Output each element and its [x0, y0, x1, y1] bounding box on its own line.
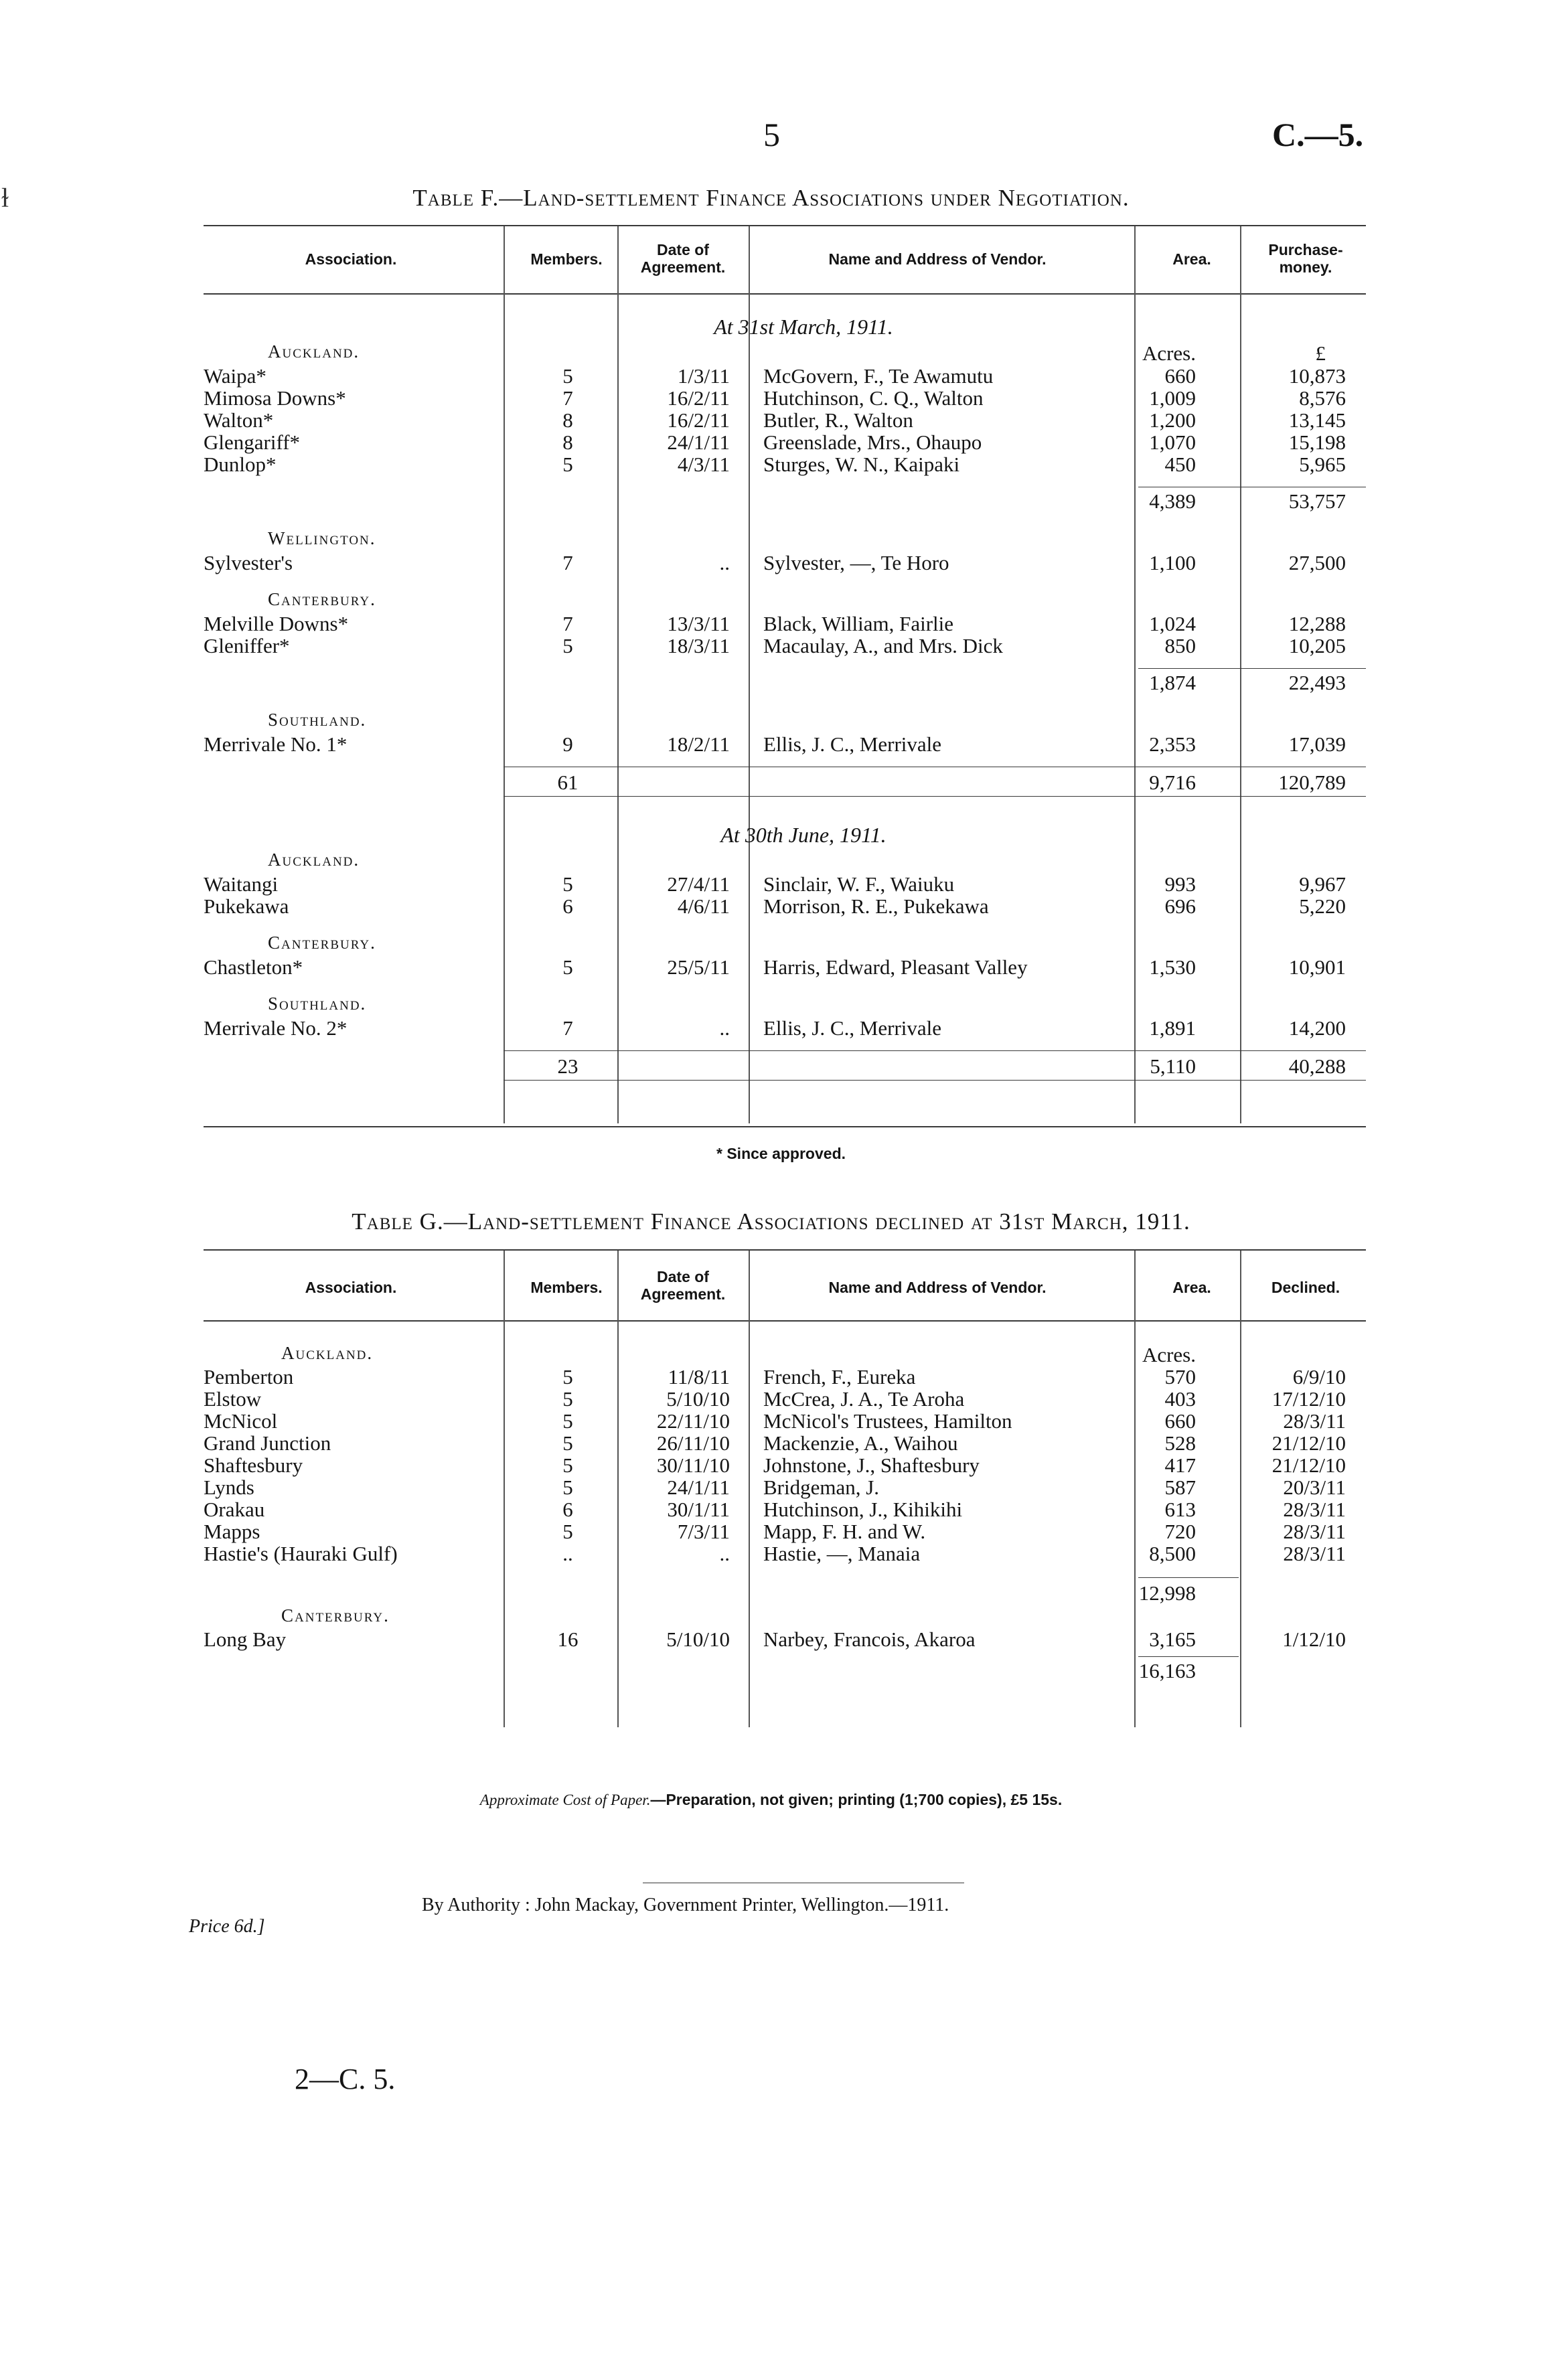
association-name: McNicol [204, 1409, 278, 1433]
association-name: Elstow [204, 1387, 262, 1411]
vendor-name: Black, William, Fairlie [763, 612, 954, 635]
region-heading: Canterbury. [268, 933, 376, 953]
table-g-header-rule [204, 1320, 1366, 1322]
purchase-money: 5,220 [1299, 894, 1346, 918]
table-f-column-rule [504, 226, 505, 1123]
association-name: Waipa* [204, 364, 266, 388]
members-count: 5 [562, 1453, 573, 1477]
subtotal-area: 12,998 [1138, 1581, 1196, 1605]
total-members: 61 [557, 771, 579, 794]
declined-date: 21/12/10 [1271, 1453, 1346, 1477]
area-value: 528 [1164, 1431, 1196, 1455]
vendor-name: McCrea, J. A., Te Aroha [763, 1387, 965, 1411]
region-heading: Southland. [268, 994, 367, 1014]
agreement-date: 26/11/10 [656, 1431, 730, 1455]
subtotal-area: 1,874 [1149, 671, 1196, 694]
area-value: 587 [1164, 1476, 1196, 1499]
table-f-col-header: Purchase-money. [1268, 241, 1343, 276]
area-unit: Acres. [1142, 1343, 1196, 1366]
subtotal-money: 22,493 [1288, 671, 1346, 694]
association-name: Pemberton [204, 1365, 294, 1389]
region-heading: Auckland. [281, 1343, 374, 1363]
purchase-money: 10,901 [1288, 955, 1346, 979]
table-g-top-rule [204, 1249, 1366, 1251]
association-name: Orakau [204, 1498, 265, 1521]
area-value: 1,200 [1149, 408, 1196, 432]
subtotal-money: 53,757 [1288, 489, 1346, 513]
purchase-money: 13,145 [1288, 408, 1346, 432]
association-name: Merrivale No. 1* [204, 732, 348, 756]
period-heading: At 30th June, 1911. [720, 823, 886, 847]
total-bottom-rule [504, 1080, 1366, 1081]
table-f-col-header: Members. [530, 250, 603, 268]
members-count: 5 [562, 1409, 573, 1433]
agreement-date: .. [719, 551, 730, 574]
declined-date: 28/3/11 [1283, 1520, 1346, 1543]
association-name: Melville Downs* [204, 612, 349, 635]
declined-date: 28/3/11 [1283, 1542, 1346, 1565]
region-heading: Canterbury. [268, 589, 376, 609]
vendor-name: Sinclair, W. F., Waiuku [763, 872, 955, 896]
purchase-money: 27,500 [1288, 551, 1346, 574]
region-heading: Canterbury. [281, 1605, 390, 1625]
association-name: Sylvester's [204, 551, 293, 574]
vendor-name: McNicol's Trustees, Hamilton [763, 1409, 1012, 1433]
authority-line: By Authority : John Mackay, Government Printer, Wellington.—1911. [422, 1895, 949, 1915]
purchase-money: 15,198 [1288, 430, 1346, 454]
agreement-date: 16/2/11 [667, 408, 730, 432]
area-value: 403 [1164, 1387, 1196, 1411]
vendor-name: Hutchinson, J., Kihikihi [763, 1498, 963, 1521]
vendor-name: Butler, R., Walton [763, 408, 913, 432]
total-area: 5,110 [1150, 1054, 1196, 1078]
subtotal-area: 4,389 [1149, 489, 1196, 513]
table-g-col-header: Association. [305, 1279, 397, 1296]
purchase-money: 5,965 [1299, 453, 1346, 476]
area-value: 696 [1164, 894, 1196, 918]
table-f-title: Table F.—Land-settlement Finance Associations under Negotiation. [412, 185, 1130, 211]
vendor-name: Macaulay, A., and Mrs. Dick [763, 634, 1003, 657]
area-value: 660 [1164, 1409, 1196, 1433]
area-unit: Acres. [1142, 341, 1196, 365]
association-name: Lynds [204, 1476, 254, 1499]
subtotal-rule [1138, 1577, 1239, 1578]
members-count: 7 [562, 386, 573, 410]
members-count: 5 [562, 1520, 573, 1543]
vendor-name: Sturges, W. N., Kaipaki [763, 453, 960, 476]
vendor-name: Johnstone, J., Shaftesbury [763, 1453, 980, 1477]
vendor-name: Narbey, Francois, Akaroa [763, 1628, 976, 1651]
area-value: 613 [1164, 1498, 1196, 1521]
table-g-col-header: Name and Address of Vendor. [828, 1279, 1047, 1296]
vendor-name: Sylvester, —, Te Horo [763, 551, 949, 574]
area-value: 1,024 [1149, 612, 1196, 635]
agreement-date: .. [719, 1016, 730, 1040]
table-f-header-rule [204, 293, 1366, 295]
table-f-bottom-rule [204, 1126, 1366, 1127]
table-g-col-header: Members. [530, 1279, 603, 1296]
vendor-name: French, F., Eureka [763, 1365, 916, 1389]
area-value: 1,009 [1149, 386, 1196, 410]
table-g-col-header: Area. [1172, 1279, 1211, 1296]
members-count: 6 [562, 1498, 573, 1521]
table-g-col-header: Date of Agreement. [640, 1268, 726, 1303]
total-rule [504, 1050, 1366, 1051]
vendor-name: Greenslade, Mrs., Ohaupo [763, 430, 982, 454]
agreement-date: 30/1/11 [667, 1498, 730, 1521]
money-unit: £ [1315, 341, 1326, 365]
agreement-date: 4/6/11 [677, 894, 730, 918]
area-value: 417 [1164, 1453, 1196, 1477]
table-f-column-rule [1134, 226, 1136, 1123]
association-name: Mimosa Downs* [204, 386, 346, 410]
members-count: 5 [562, 1387, 573, 1411]
total-money: 40,288 [1288, 1054, 1346, 1078]
page-number: 5 [763, 116, 780, 153]
region-heading: Southland. [268, 710, 367, 730]
cost-label: Approximate Cost of Paper. [479, 1792, 651, 1808]
table-f-column-rule [617, 226, 619, 1123]
area-value: 993 [1164, 872, 1196, 896]
total-money: 120,789 [1278, 771, 1346, 794]
members-count: 5 [562, 955, 573, 979]
purchase-money: 10,873 [1288, 364, 1346, 388]
agreement-date: 24/1/11 [667, 1476, 730, 1499]
agreement-date: 18/2/11 [667, 732, 730, 756]
agreement-date: 4/3/11 [677, 453, 730, 476]
vendor-name: Ellis, J. C., Merrivale [763, 1016, 942, 1040]
association-name: Gleniffer* [204, 634, 290, 657]
association-name: Pukekawa [204, 894, 289, 918]
table-f-column-rule [1240, 226, 1241, 1123]
document-code: C.—5. [1272, 116, 1364, 153]
area-value: 450 [1164, 453, 1196, 476]
vendor-name: Ellis, J. C., Merrivale [763, 732, 942, 756]
sheet-mark: 2—C. 5. [295, 2063, 396, 2095]
association-name: Long Bay [204, 1628, 287, 1651]
association-name: Dunlop* [204, 453, 277, 476]
declined-date: 21/12/10 [1271, 1431, 1346, 1455]
agreement-date: 22/11/10 [656, 1409, 730, 1433]
members-count: 8 [562, 408, 573, 432]
purchase-money: 8,576 [1299, 386, 1346, 410]
members-count: 7 [562, 612, 573, 635]
table-g-col-header: Declined. [1271, 1279, 1340, 1296]
members-count: 5 [562, 1365, 573, 1389]
vendor-name: Hutchinson, C. Q., Walton [763, 386, 984, 410]
table-g-title: Table G.—Land-settlement Finance Associations declined at 31st March, 1911. [352, 1208, 1190, 1235]
members-count: 7 [562, 551, 573, 574]
agreement-date: 18/3/11 [667, 634, 730, 657]
members-count: 5 [562, 364, 573, 388]
purchase-money: 9,967 [1299, 872, 1346, 896]
members-count: 16 [557, 1628, 579, 1651]
price-note: Price 6d.] [189, 1916, 265, 1937]
agreement-date: 5/10/10 [666, 1628, 730, 1651]
members-count: 5 [562, 1431, 573, 1455]
area-value: 570 [1164, 1365, 1196, 1389]
table-f-col-header: Area. [1172, 250, 1211, 268]
total-bottom-rule [504, 796, 1366, 797]
area-value: 2,353 [1149, 732, 1196, 756]
area-value: 720 [1164, 1520, 1196, 1543]
members-count: 5 [562, 1476, 573, 1499]
table-g-column-rule [749, 1251, 750, 1727]
association-name: Glengariff* [204, 430, 301, 454]
area-value: 1,530 [1149, 955, 1196, 979]
agreement-date: 13/3/11 [667, 612, 730, 635]
area-value: 660 [1164, 364, 1196, 388]
agreement-date: 24/1/11 [667, 430, 730, 454]
members-count: 8 [562, 430, 573, 454]
vendor-name: Harris, Edward, Pleasant Valley [763, 955, 1028, 979]
total-area: 9,716 [1149, 771, 1196, 794]
declined-date: 1/12/10 [1282, 1628, 1346, 1651]
area-value: 1,100 [1149, 551, 1196, 574]
agreement-date: 27/4/11 [667, 872, 730, 896]
declined-date: 28/3/11 [1283, 1498, 1346, 1521]
total-rule [1138, 1656, 1239, 1657]
vendor-name: Mapp, F. H. and W. [763, 1520, 926, 1543]
members-count: 9 [562, 732, 573, 756]
members-count: .. [562, 1542, 573, 1565]
cost-note [0, 1791, 1542, 1809]
vendor-name: Morrison, R. E., Pukekawa [763, 894, 989, 918]
table-f-col-header: Date of Agreement. [640, 241, 726, 276]
table-g-column-rule [1134, 1251, 1136, 1727]
area-value: 1,070 [1149, 430, 1196, 454]
table-g-column-rule [617, 1251, 619, 1727]
members-count: 5 [562, 634, 573, 657]
agreement-date: 30/11/10 [656, 1453, 730, 1477]
area-value: 3,165 [1149, 1628, 1196, 1651]
vendor-name: Mackenzie, A., Waihou [763, 1431, 958, 1455]
association-name: Chastleton* [204, 955, 303, 979]
members-count: 6 [562, 894, 573, 918]
vendor-name: Hastie, —, Manaia [763, 1542, 921, 1565]
members-count: 5 [562, 453, 573, 476]
total-members: 23 [557, 1054, 579, 1078]
purchase-money: 14,200 [1288, 1016, 1346, 1040]
subtotal-rule [1138, 668, 1366, 669]
agreement-date: .. [719, 1542, 730, 1565]
cost-text: —Preparation, not given; printing (1;700 copies), £5 15s. [650, 1791, 1063, 1808]
margin-mark: ɫ [1, 183, 9, 213]
table-f-col-header: Association. [305, 250, 397, 268]
agreement-date: 7/3/11 [677, 1520, 730, 1543]
region-heading: Auckland. [268, 850, 360, 870]
agreement-date: 1/3/11 [677, 364, 730, 388]
table-f-footnote: * Since approved. [716, 1145, 846, 1162]
area-value: 850 [1164, 634, 1196, 657]
association-name: Merrivale No. 2* [204, 1016, 348, 1040]
association-name: Grand Junction [204, 1431, 331, 1455]
table-f-col-header: Name and Address of Vendor. [828, 250, 1047, 268]
purchase-money: 10,205 [1288, 634, 1346, 657]
members-count: 5 [562, 872, 573, 896]
declined-date: 17/12/10 [1271, 1387, 1346, 1411]
vendor-name: McGovern, F., Te Awamutu [763, 364, 994, 388]
declined-date: 28/3/11 [1283, 1409, 1346, 1433]
table-f-column-rule [749, 226, 750, 1123]
agreement-date: 16/2/11 [667, 386, 730, 410]
region-heading: Auckland. [268, 341, 360, 362]
declined-date: 20/3/11 [1283, 1476, 1346, 1499]
total-area: 16,163 [1138, 1659, 1196, 1682]
area-value: 8,500 [1149, 1542, 1196, 1565]
association-name: Hastie's (Hauraki Gulf) [204, 1542, 398, 1565]
agreement-date: 25/5/11 [667, 955, 730, 979]
table-g-column-rule [504, 1251, 505, 1727]
association-name: Walton* [204, 408, 274, 432]
agreement-date: 11/8/11 [668, 1365, 730, 1389]
period-heading: At 31st March, 1911. [714, 315, 893, 339]
purchase-money: 12,288 [1288, 612, 1346, 635]
region-heading: Wellington. [268, 528, 376, 548]
association-name: Waitangi [204, 872, 279, 896]
area-value: 1,891 [1149, 1016, 1196, 1040]
table-f-top-rule [204, 225, 1366, 226]
vendor-name: Bridgeman, J. [763, 1476, 880, 1499]
agreement-date: 5/10/10 [666, 1387, 730, 1411]
declined-date: 6/9/10 [1292, 1365, 1346, 1389]
purchase-money: 17,039 [1288, 732, 1346, 756]
association-name: Mapps [204, 1520, 260, 1543]
members-count: 7 [562, 1016, 573, 1040]
table-g-column-rule [1240, 1251, 1241, 1727]
association-name: Shaftesbury [204, 1453, 303, 1477]
